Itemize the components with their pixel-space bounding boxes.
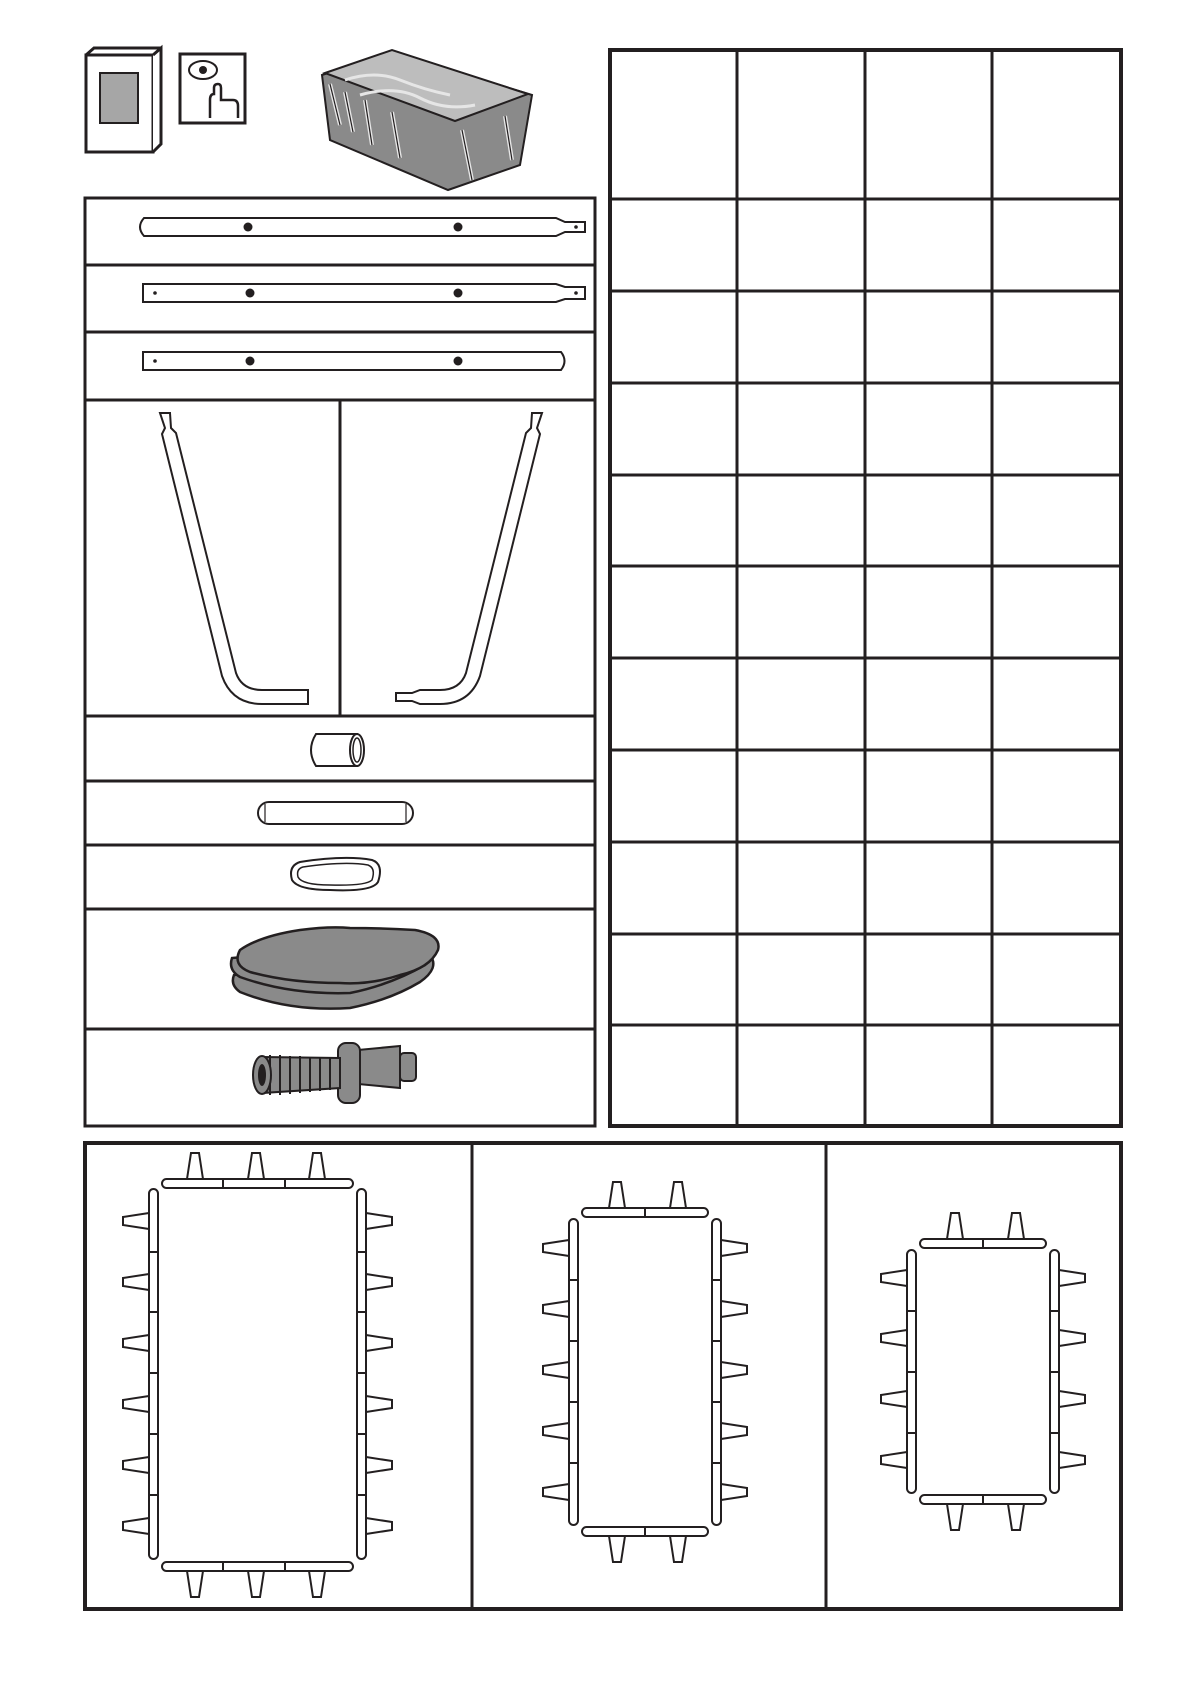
u-leg-right-icon: [396, 413, 542, 704]
u-leg-left-icon: [160, 413, 308, 704]
top-rail-mid-bar-icon: [143, 284, 585, 302]
pool-layout-diagram-1: [123, 1153, 392, 1597]
top-rail-end-bar-icon: [140, 218, 585, 236]
joint-pin-icon: [258, 802, 413, 824]
pool-layout-diagram-2: [543, 1182, 747, 1562]
top-rail-plain-bar-icon: [143, 352, 565, 370]
ground-cloth-icon: [231, 927, 439, 1008]
hose-adaptor-icon: [253, 1043, 416, 1103]
manual-box-icon: [86, 48, 161, 152]
quantity-table: [610, 50, 1121, 1126]
above-ground-pool-icon: [322, 50, 532, 190]
read-instructions-icon: [180, 54, 245, 123]
connector-sleeve-icon: [311, 734, 364, 766]
pool-layout-diagram-3: [881, 1213, 1085, 1530]
rubber-band-icon: [291, 858, 380, 890]
